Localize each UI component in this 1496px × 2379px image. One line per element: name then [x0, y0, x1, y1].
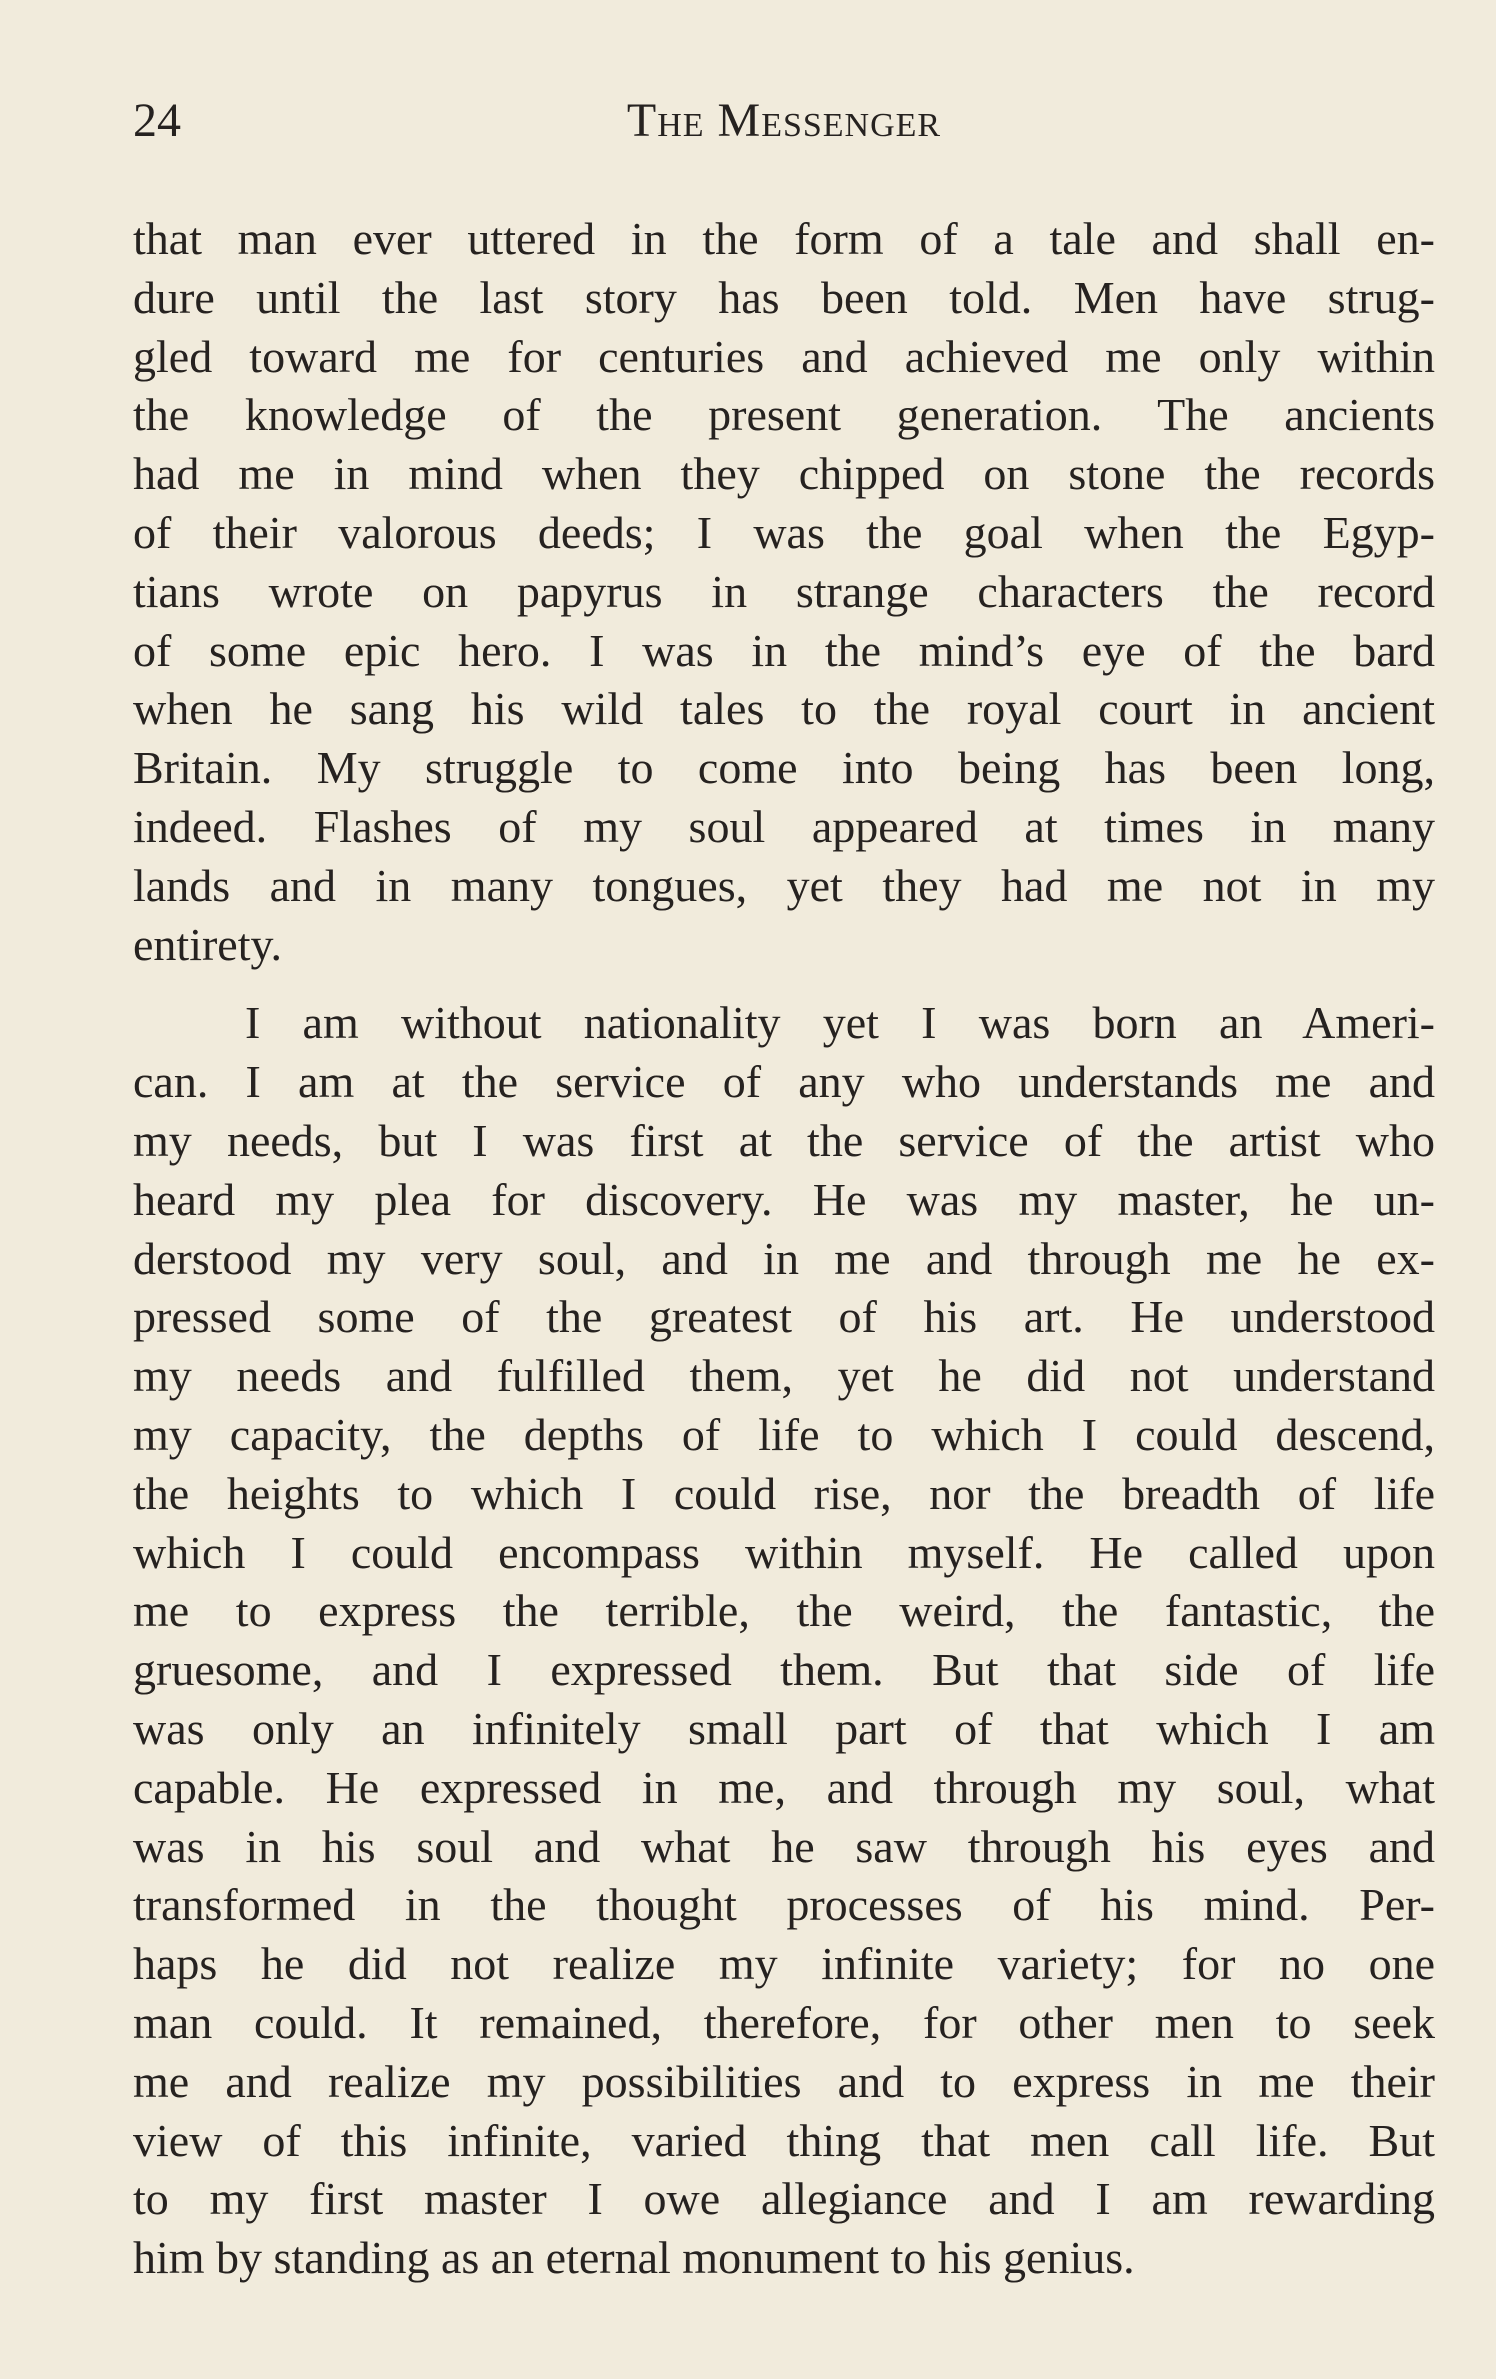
text-line: tians wrote on papyrus in strange characters the record	[133, 565, 1435, 617]
text-line: haps he did not realize my infinite variety; for no one	[133, 1938, 1435, 1990]
text-line: view of this infinite, varied thing that men call life. But	[133, 2114, 1435, 2166]
text-line: transformed in the thought processes of his mind. Per-	[133, 1879, 1435, 1931]
text-line: my capacity, the depths of life to which I could descend,	[133, 1408, 1435, 1460]
text-line: that man ever uttered in the form of a tale and shall en-	[133, 213, 1435, 264]
text-line: me to express the terrible, the weird, the fantastic, the	[133, 1585, 1435, 1637]
text-line: was in his soul and what he saw through his eyes and	[133, 1820, 1435, 1872]
text-line: my needs, but I was first at the service of the artist who	[133, 1114, 1435, 1166]
text-line: entirety.	[133, 918, 283, 970]
text-line: him by standing as an eternal monument to his genius.	[133, 2232, 1135, 2284]
text-line: capable. He expressed in me, and through my soul, what	[133, 1761, 1435, 1813]
text-line: lands and in many tongues, yet they had me not in my	[133, 859, 1435, 911]
paragraph	[133, 994, 1435, 2288]
text-line: of some epic hero. I was in the mind’s eye of the bard	[133, 624, 1435, 676]
text-line: had me in mind when they chipped on stone the records	[133, 448, 1435, 500]
text-line: was only an infinitely small part of that which I am	[133, 1702, 1435, 1754]
text-line: dure until the last story has been told. Men have strug-	[133, 271, 1435, 323]
text-line: when he sang his wild tales to the royal court in ancient	[133, 683, 1435, 735]
text-line: to my first master I owe allegiance and I am rewarding	[133, 2173, 1435, 2225]
page-number: 24	[133, 94, 181, 147]
text-line: of their valorous deeds; I was the goal when the Egyp-	[133, 506, 1435, 558]
body-text	[133, 210, 1435, 2288]
text-line: the heights to which I could rise, nor the breadth of life	[133, 1467, 1435, 1519]
text-line: me and realize my possibilities and to express in me their	[133, 2055, 1435, 2107]
text-line: gruesome, and I expressed them. But that side of life	[133, 1644, 1435, 1696]
text-line: I am without nationality yet I was born an Ameri-	[245, 997, 1435, 1049]
text-line: heard my plea for discovery. He was my master, he un-	[133, 1173, 1435, 1225]
text-line: can. I am at the service of any who understands me and	[133, 1056, 1435, 1108]
text-line: indeed. Flashes of my soul appeared at times in many	[133, 800, 1435, 852]
page-header	[133, 86, 1435, 156]
text-line: derstood my very soul, and in me and through me he ex-	[133, 1232, 1435, 1284]
text-line: gled toward me for centuries and achieved me only within	[133, 330, 1435, 382]
running-title: The Messenger	[626, 94, 942, 147]
text-line: pressed some of the greatest of his art. He understood	[133, 1291, 1435, 1343]
text-line: man could. It remained, therefore, for other men to seek	[133, 1996, 1435, 2048]
text-line: Britain. My struggle to come into being has been long,	[133, 742, 1435, 794]
text-line: my needs and fulfilled them, yet he did not understand	[133, 1350, 1435, 1402]
text-line: which I could encompass within myself. He called upon	[133, 1526, 1435, 1578]
paragraph	[133, 210, 1435, 974]
text-line: the knowledge of the present generation. The ancients	[133, 389, 1435, 441]
